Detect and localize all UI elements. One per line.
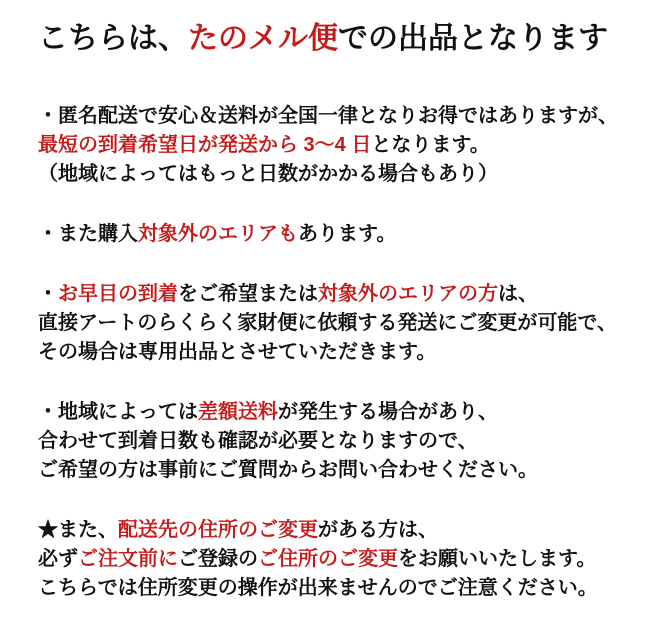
text-line — [38, 309, 616, 338]
text-line — [38, 280, 616, 309]
text-segment: ご希望の方は事前にご質問からお問い合わせください。 — [38, 459, 538, 481]
paragraph — [38, 280, 616, 367]
text-segment: が発生する場合があり、 — [278, 401, 498, 423]
text-line — [38, 427, 616, 456]
text-segment: その場合は専用出品とさせていただきます。 — [38, 341, 437, 363]
text-segment: での出品となります — [338, 22, 608, 55]
text-segment: あります。 — [298, 223, 397, 245]
text-segment: ご登録の — [178, 548, 258, 570]
text-segment: ・地域によっては — [38, 401, 198, 423]
text-line — [38, 456, 616, 485]
highlighted-text: ご注文前に — [78, 548, 178, 570]
paragraph — [38, 516, 616, 603]
text-segment: こちらは、 — [38, 22, 188, 55]
text-segment: ・また購入 — [38, 223, 138, 245]
notice-paragraphs — [38, 102, 616, 603]
highlighted-text: たのメル便 — [188, 22, 338, 55]
text-segment: こちらでは住所変更の操作が出来ませんのでご注意ください。 — [38, 577, 598, 599]
text-segment: 必ず — [38, 548, 78, 570]
text-line — [38, 398, 616, 427]
text-line — [38, 102, 616, 131]
highlighted-text: 差額送料 — [198, 401, 278, 423]
text-segment: ・匿名配送で安心＆送料が全国一律となりお得ではありますが、 — [38, 105, 618, 127]
highlighted-text: 最短の到着希望日が発送から 3～4 日 — [38, 134, 372, 156]
text-line — [38, 160, 616, 189]
text-line — [38, 516, 616, 545]
text-segment: 直接アートのらくらく家財便に依頼する発送にご変更が可能で、 — [38, 312, 617, 334]
text-line — [38, 131, 616, 160]
text-segment: （地域によってはもっと日数がかかる場合もあり） — [38, 163, 498, 185]
text-line — [38, 574, 616, 603]
page-title — [38, 22, 616, 56]
text-segment: ★また、 — [38, 519, 118, 541]
text-segment: ・ — [38, 283, 58, 305]
highlighted-text: お早目の到着 — [58, 283, 178, 305]
paragraph — [38, 398, 616, 485]
text-segment: がある方は、 — [318, 519, 438, 541]
text-segment: をお願いいたします。 — [398, 548, 597, 570]
text-segment: は、 — [498, 283, 538, 305]
paragraph — [38, 220, 616, 249]
text-segment: となります。 — [371, 134, 490, 156]
text-line — [38, 545, 616, 574]
text-segment: をご希望または — [178, 283, 318, 305]
text-line — [38, 338, 616, 367]
highlighted-text: 配送先の住所のご変更 — [118, 519, 318, 541]
highlighted-text: 対象外のエリアも — [138, 223, 298, 245]
highlighted-text: ご住所のご変更 — [258, 548, 398, 570]
paragraph — [38, 102, 616, 189]
text-segment: 合わせて到着日数も確認が必要となりますので、 — [38, 430, 478, 452]
text-line — [38, 220, 616, 249]
highlighted-text: 対象外のエリアの方 — [318, 283, 498, 305]
